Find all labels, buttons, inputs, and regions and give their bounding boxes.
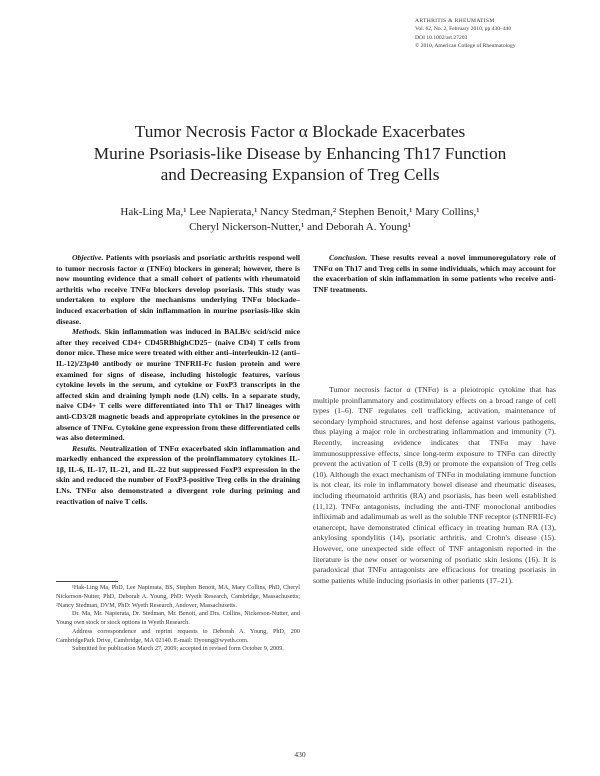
doi-line: DOI 10.1002/art.27203 [415, 34, 468, 41]
abstract-right-column [313, 253, 556, 295]
journal-header [415, 17, 585, 50]
footnote-affiliations: ¹Hak-Ling Ma, PhD, Lee Napierata, BS, Stephen Benoit, MA, Mary Collins, PhD, Cheryl Nickerson-Nutter, PhD, Deborah A. Young, PhD: Wyeth Research, Cambridge, Massachusetts; ²Nancy Stedman, DVM, PhD: Wyeth Research, Andover, Massachusetts. [56, 584, 300, 609]
title-line: Murine Psoriasis-like Disease by Enhancing Th17 Function [93, 143, 507, 163]
objective-label: Objective. [72, 253, 104, 262]
abstract-objective [56, 253, 300, 327]
copyright-line: © 2010, American College of Rheumatology [415, 42, 516, 49]
body-paragraph: Tumor necrosis factor α (TNFα) is a pleiotropic cytokine that has multiple proinflammatory and costimulatory effects on a broad range of cell types (1–6). TNF regulates cell trafficking, activation, maintenance of secondary lymphoid structures, and host defense against various pathogens, thus playing a major role in orchestrating inflammation and immunity (7). Recently, increasing evidence indicates that TNFα may have immunosuppressive effects, since long-term exposure to TNFα can directly prevent the activation of T cells (8,9) or promote the expansion of Treg cells (10). Although the exact mechanism of TNFα in modulating immune function is not clear, its role in inflammatory bowel disease and rheumatic diseases, including rheumatoid arthritis (RA) and psoriasis, has been well established (11,12). TNFα antagonists, including the anti-TNF monoclonal antibodies infliximab and adalimumab as well as the soluble TNF receptor (sTNFRII-Fc) etanercept, have demonstrated clinical efficacy in treating human RA (13), ankylosing spondylitis (14), psoriatic arthritis, and Crohn's disease (15). However, one unexpected side effect of TNF antagonism reported in the literature is the new onset or worsening of psoriatic skin lesions (16). It is paradoxical that TNFα antagonists are efficacious for treating psoriasis in some patients while inducing psoriasis in other patients (17–21). [313, 385, 556, 585]
abstract-conclusion [313, 253, 556, 295]
conclusion-label: Conclusion. [329, 253, 368, 262]
title-line: and Decreasing Expansion of Treg Cells [160, 165, 440, 184]
methods-text: Skin inflammation was induced in BALB/c scid/scid mice after they received CD4+ CD45RBhighCD25− (naive CD4) T cells from donor mice. These mice were treated with either anti–interleukin-12 (anti–IL-12)/23p40 antibody or murine TNFRII-Fc fusion protein and were examined for signs of disease, including histologic features, various cytokine levels in the serum, and cytokine or FoxP3 transcripts in the affected skin and draining lymph node (LN) cells. In a separate study, naive CD4+ T cells were differentiated into Th1 or Th17 lineages with anti-CD3/28 magnetic beads and appropriate cytokines in the presence or absence of TNFα. Cytokine gene expression from these differentiated cells was also determined. [56, 327, 300, 443]
results-text: Neutralization of TNFα exacerbated skin inflammation and markedly enhanced the expression of the proinflammatory cytokines IL-1β, IL-6, IL-17, IL-21, and IL-22 but suppressed FoxP3 expression in the skin and reduced the number of FoxP3-positive Treg cells in the draining LNs. TNFα also demonstrated a divergent role during priming and reactivation of naive T cells. [56, 443, 300, 506]
footnote-rule [56, 581, 118, 582]
article-title [40, 121, 560, 186]
objective-text: Patients with psoriasis and psoriatic arthritis respond well to tumor necrosis factor α (TNFα) blockers in general; however, there is now mounting evidence that a small cohort of patients with rheumatoid arthritis who receive TNFα blockers develop psoriasis. This study was undertaken to explore the mechanisms underlying TNFα blockade–induced exacerbation of skin inflammation in murine psoriasis-like skin disease. [56, 253, 300, 326]
footnotes [56, 584, 300, 654]
abstract-results [56, 444, 300, 508]
page-number: 430 [294, 750, 306, 759]
author-line: Hak-Ling Ma,¹ Lee Napierata,¹ Nancy Stedman,² Stephen Benoit,¹ Mary Collins,¹ [120, 206, 480, 218]
introduction-column [313, 385, 556, 586]
author-line: Cheryl Nickerson-Nutter,¹ and Deborah A. Young¹ [189, 220, 411, 233]
abstract-left-column [56, 253, 300, 507]
volume-line: Vol. 62, No. 2, February 2010, pp 430–440 [415, 26, 512, 33]
title-line: Tumor Necrosis Factor α Blockade Exacerbates [134, 122, 466, 141]
footnote-disclosure: Dr. Ma, Mr. Napierata, Dr. Stedman, Mr. Benoit, and Drs. Collins, Nickerson-Nutter, and Young own stock or stock options in Wyeth Research. [56, 610, 300, 626]
author-list [40, 205, 560, 235]
footnote-correspondence: Address correspondence and reprint requests to Deborah A. Young, PhD, 200 CambridgePark Drive, Cambridge, MA 02140. E-mail: Dyoung@wyeth.com. [56, 627, 300, 644]
results-label: Results. [72, 443, 97, 453]
footnote-submission: Submitted for publication March 27, 2009; accepted in revised form October 9, 2009. [72, 645, 284, 653]
journal-name: ARTHRITIS & RHEUMATISM [415, 18, 495, 24]
abstract-methods [56, 327, 300, 444]
methods-label: Methods. [72, 327, 102, 337]
conclusion-text: These results reveal a novel immunoregulatory role of TNFα on Th17 and Treg cells in some individuals, which may account for the exacerbation of skin inflammation in some patients who receive anti-TNF treatments. [313, 253, 556, 294]
